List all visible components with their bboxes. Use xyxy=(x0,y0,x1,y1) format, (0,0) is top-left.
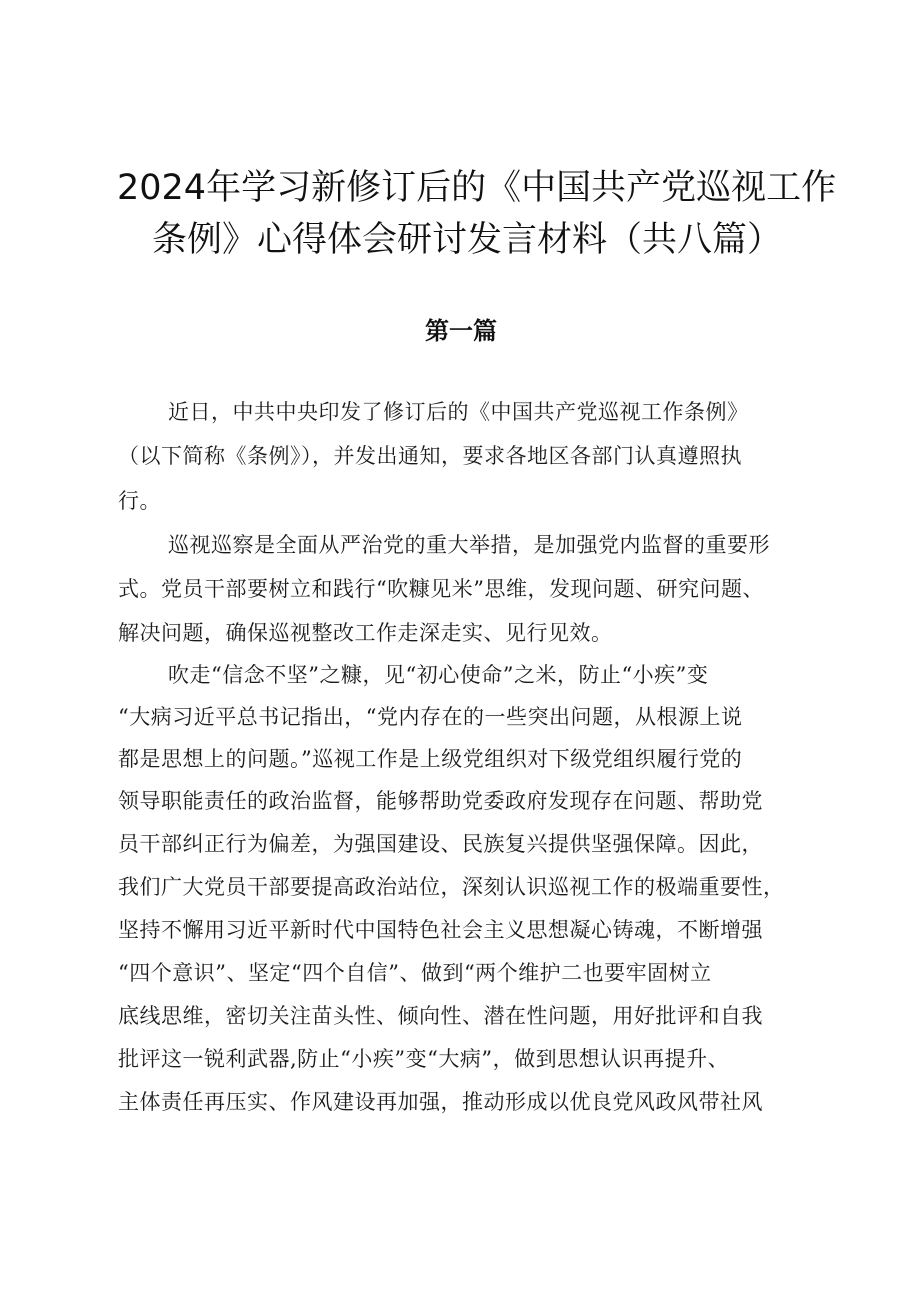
paragraph-line: 底线思维，密切关注苗头性、倾向性、潜在性问题，用好批评和自我 xyxy=(118,1004,763,1028)
section-heading: 第一篇 xyxy=(425,317,497,345)
paragraph-line: 我们广大党员干部要提高政治站位，深刻认识巡视工作的极端重要性， xyxy=(118,875,785,899)
paragraph-line: 解决问题，确保巡视整改工作走深走实、见行见效。 xyxy=(118,621,613,645)
paragraph-line: 主体责任再压实、作风建设再加强，推动形成以优良党风政风带社风 xyxy=(118,1090,763,1114)
paragraph-line: 式。党员干部要树立和践行“吹糠见米”思维，发现问题、研究问题、 xyxy=(118,577,764,601)
paragraph-line: 员干部纠正行为偏差，为强国建设、民族复兴提供坚强保障。因此， xyxy=(118,832,763,856)
paragraph-line: “四个意识”、坚定“四个自信”、做到“两个维护二也要牢固树立 xyxy=(118,961,712,985)
paragraph-line: 行。 xyxy=(118,489,161,513)
paragraph-line: （以下简称《条例》），并发出通知，要求各地区各部门认真遵照执 xyxy=(118,444,742,468)
document-title-line-2: 条例》心得体会研讨发言材料（共八篇） xyxy=(152,220,783,260)
paragraph-line: 都是思想上的问题。”巡视工作是上级党组织对下级党组织履行党的 xyxy=(118,747,743,771)
paragraph-line: 批评这一锐利武器,防止“小疾”变“大病”，做到思想认识再提升、 xyxy=(118,1047,730,1071)
paragraph-line: “大病习近平总书记指出，“党内存在的一些突出问题，从根源上说 xyxy=(118,705,743,729)
paragraph-line: 坚持不懈用习近平新时代中国特色社会主义思想凝心铸魂，不断增强 xyxy=(118,918,763,942)
paragraph-line: 领导职能责任的政治监督，能够帮助党委政府发现存在问题、帮助党 xyxy=(118,789,763,813)
paragraph-line: 吹走“信念不坚”之糠，见“初心使命”之米，防止“小疾”变 xyxy=(168,663,709,687)
paragraph-line: 近日，中共中央印发了修订后的《中国共产党巡视工作条例》 xyxy=(168,400,749,424)
document-title-line-1: 2024年学习新修订后的《中国共产党巡视工作 xyxy=(117,168,837,208)
paragraph-line: 巡视巡察是全面从严治党的重大举措，是加强党内监督的重要形 xyxy=(168,533,770,557)
